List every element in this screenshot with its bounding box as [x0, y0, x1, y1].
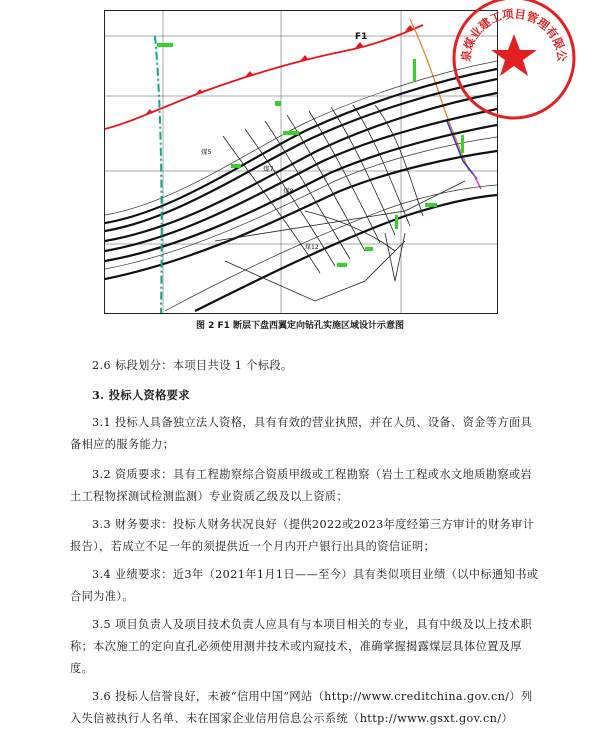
company-seal	[448, 0, 580, 124]
borehole-layout-diagram	[105, 11, 497, 313]
fault-label: F1	[355, 32, 368, 42]
seal-graphic	[448, 0, 580, 124]
section-heading-3: 3. 投标人资格要求	[92, 388, 190, 402]
seal-text: 泉煤业建工项目管理有限公	[458, 6, 570, 63]
paragraph-3-1: 3.1 投标人具备独立法人资格，具有有效的营业执照，并在人员、设备、资金等方面具备相应的服务能力；	[70, 416, 533, 451]
paragraph-3-2: 3.2 资质要求：具有工程勘察综合资质甲级或工程勘察（岩土工程或水文地质勘察或岩土工程物探测试检测监测）专业资质乙级及以上资质；	[70, 468, 533, 503]
thin-seam-lines	[105, 61, 497, 311]
seam-label-12: 煤12	[305, 244, 319, 251]
seam-label-7: 煤7	[263, 165, 274, 173]
paragraph-3-3: 3.3 财务要求：投标人财务状况良好（提供2022或2023年度经第三方审计的财务审计报告），若成立不足一年的须提供近一个月内开户银行出具的资信证明；	[70, 518, 535, 553]
seal-star-icon	[491, 34, 537, 76]
paragraph-3-6: 3.6 投标人信誉良好，未被“信用中国”网站（http://www.creditchina.gov.cn/）列入失信被执行人名单、未在国家企业信用信息公示系统（http://www.gsxt.gov.cn/）	[70, 690, 533, 725]
seam-label-8: 煤8	[283, 187, 294, 195]
design-figure	[104, 10, 498, 314]
paragraph-3-4: 3.4 业绩要求：近3年（2021年1月1日——至今）具有类似项目业绩（以中标通知书或合同为准）。	[70, 568, 539, 603]
paragraph-2-6: 2.6 标段划分：本项目共设 1 个标段。	[92, 359, 293, 372]
paragraph-3-5: 3.5 项目负责人及项目技术负责人应具有与本项目相关的专业，具有中级及以上技术职称；本次施工的定向直孔必须使用测井技术或内窥技术，准确掌握揭露煤层具体位置及厚度。	[70, 618, 533, 675]
figure-caption: 图 2 F1 断层下盘西翼定向钻孔实施区域设计示意图	[195, 321, 405, 331]
seam-label-5: 煤5	[201, 148, 212, 156]
coal-seam-lines	[105, 69, 497, 311]
dashed-survey-line	[155, 36, 162, 313]
